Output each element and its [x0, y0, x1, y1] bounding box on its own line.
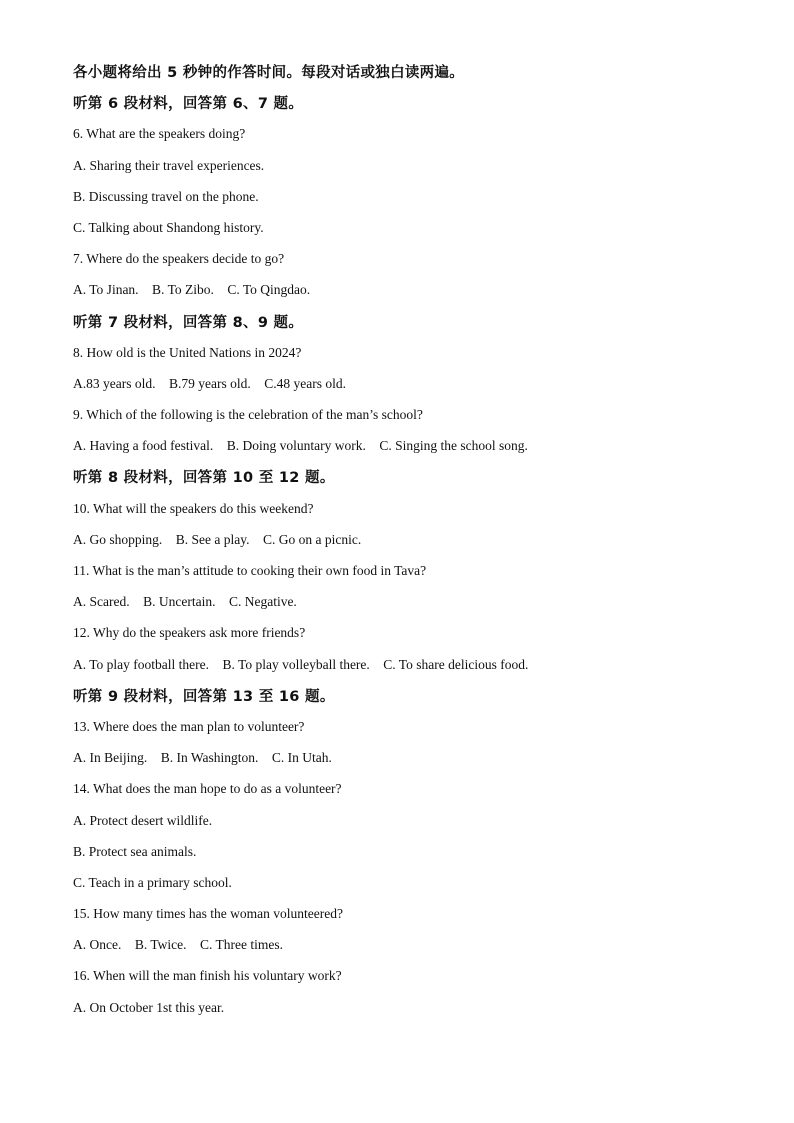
- question-13: 13. Where does the man plan to volunteer?: [73, 718, 305, 734]
- question-8: 8. How old is the United Nations in 2024?: [73, 344, 302, 360]
- section-heading: 听第 6 段材料，回答第 6、7 题。: [73, 96, 304, 113]
- section-heading: 听第 8 段材料，回答第 10 至 12 题。: [73, 470, 335, 487]
- question-15: 15. How many times has the woman volunteered?: [73, 906, 343, 922]
- option-line: A. Once. B. Twice. C. Three times.: [73, 937, 284, 953]
- option-line: A. In Beijing. B. In Washington. C. In Utah.: [73, 750, 332, 766]
- question-7: 7. Where do the speakers decide to go?: [73, 251, 285, 267]
- option-line: A. Scared. B. Uncertain. C. Negative.: [73, 594, 297, 610]
- option-line: A. Sharing their travel experiences.: [73, 157, 265, 173]
- option-line: B. Protect sea animals.: [73, 843, 197, 859]
- question-16: 16. When will the man finish his voluntary work?: [73, 968, 342, 984]
- option-line: C. Teach in a primary school.: [73, 874, 232, 890]
- option-line: A. To Jinan. B. To Zibo. C. To Qingdao.: [73, 282, 311, 298]
- section-9: [73, 686, 753, 1018]
- option-line: A. Having a food festival. B. Doing voluntary work. C. Singing the school song.: [73, 438, 528, 454]
- option-line: A. Protect desert wildlife.: [73, 812, 213, 828]
- option-line: A.83 years old. B.79 years old. C.48 years old.: [73, 375, 346, 391]
- question-10: 10. What will the speakers do this weekend?: [73, 500, 314, 516]
- section-6: [73, 93, 753, 300]
- section-heading: 听第 7 段材料，回答第 8、9 题。: [73, 314, 304, 331]
- question-14: 14. What does the man hope to do as a volunteer?: [73, 781, 342, 797]
- section-heading: 听第 9 段材料，回答第 13 至 16 题。: [73, 688, 335, 705]
- option-line: C. Talking about Shandong history.: [73, 219, 264, 235]
- question-11: 11. What is the man’s attitude to cooking their own food in Tava?: [73, 563, 427, 578]
- option-line: B. Discussing travel on the phone.: [73, 188, 259, 204]
- question-6: 6. What are the speakers doing?: [73, 126, 246, 142]
- option-line: A. On October 1st this year.: [73, 999, 225, 1015]
- question-12: 12. Why do the speakers ask more friends?: [73, 625, 306, 641]
- question-9: 9. Which of the following is the celebration of the man’s school?: [73, 407, 423, 423]
- section-7: [73, 312, 753, 457]
- instruction-text: 各小题将给出 5 秒钟的作答时间。每段对话或独白读两遍。: [73, 65, 465, 81]
- option-line: A. To play football there. B. To play volleyball there. C. To share delicious food.: [73, 656, 529, 672]
- section-8: [73, 467, 753, 674]
- option-line: A. Go shopping. B. See a play. C. Go on a picnic.: [73, 531, 362, 547]
- exam-page: [73, 62, 753, 1029]
